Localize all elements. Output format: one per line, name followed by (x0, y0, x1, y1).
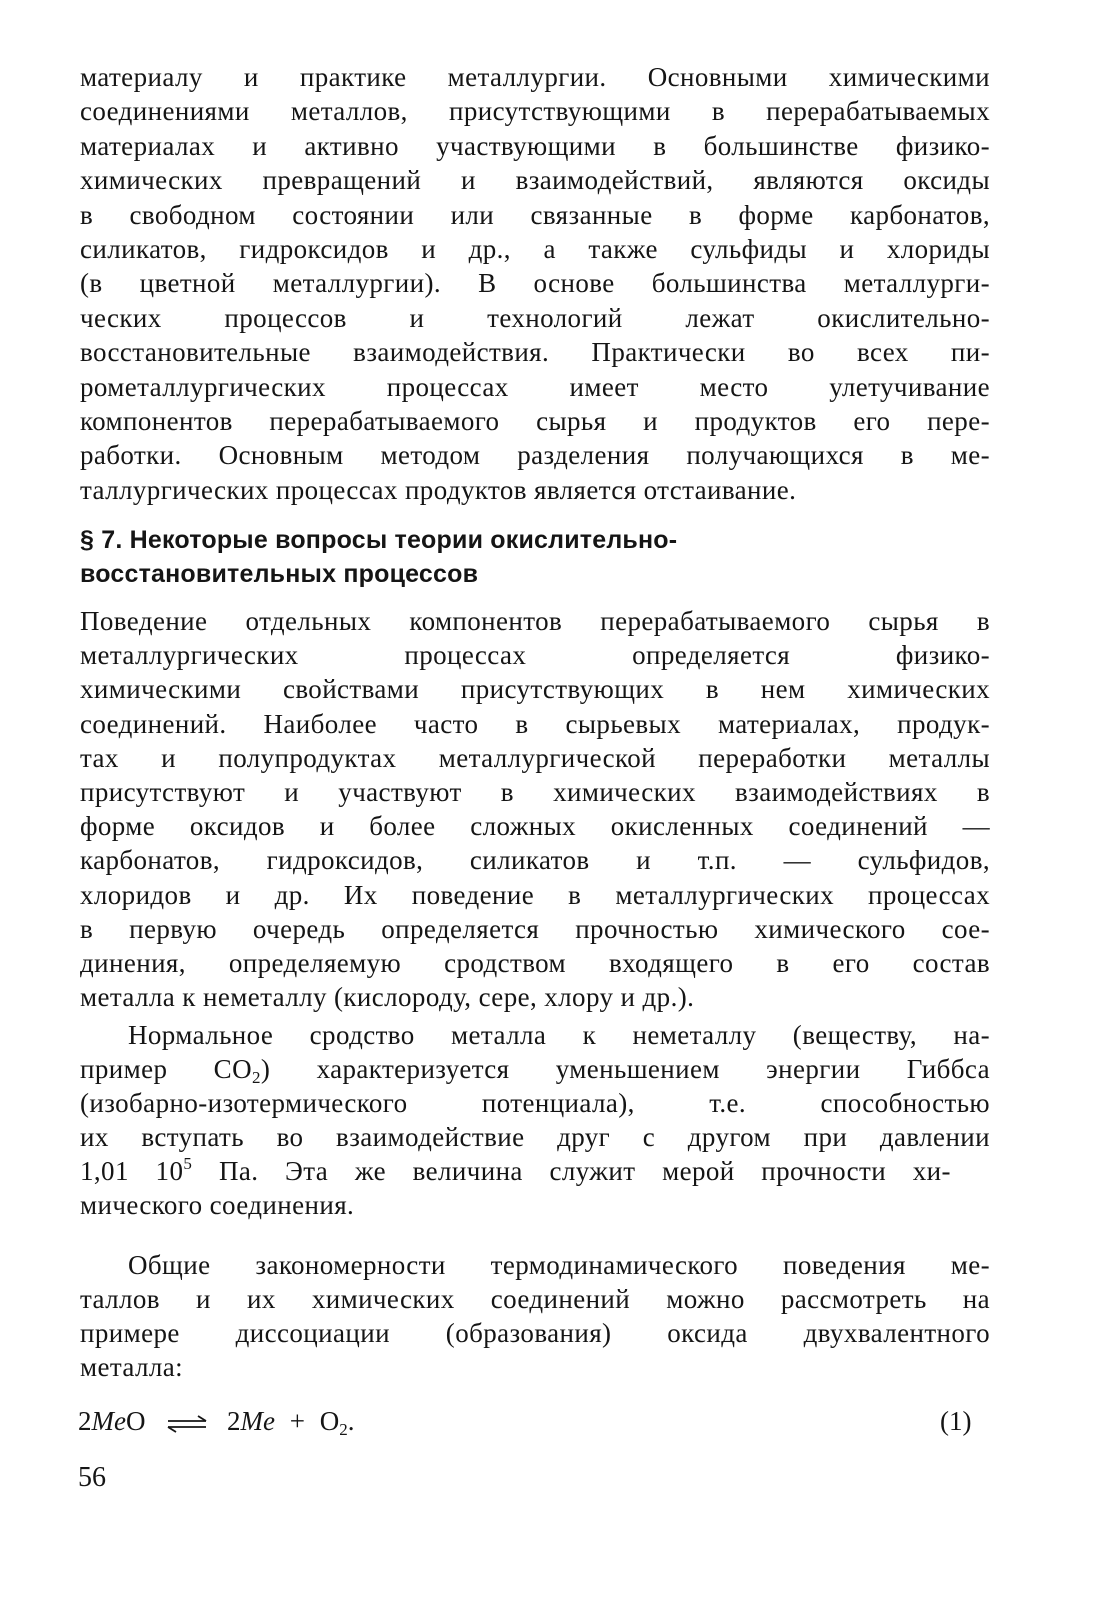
equation: 2MeO $2Me + O_2$. (78, 1406, 355, 1439)
equation-number: (1) (940, 1406, 972, 1436)
page-number: 56 (78, 1462, 106, 1493)
book-page: материалу и практике металлургии. Основными химическими соединениями металлов, присутствующими в перерабатываемых материалах и активно участвующими в большинстве физико- химических превращений и взаимодействий, являются оксиды в свободном состоянии или связанные в форме карбонатов, силикатов, гидроксидов и др., а также сульфиды и хлориды (в цветной металлургии). В основе большинства металлурги- ческих процессов и технологий лежат окислительно- восстановительные взаимодействия. Практически во всех пи- рометаллургических процессах имеет место улетучивание компонентов перерабатываемого сырья и продуктов его пере- работки. Основным методом разделения получающихся в ме- таллургических процессах продуктов является отстаивание. § 7. Некоторые вопросы теории окислительно- восстановительных процессов Поведение отдельных компонентов перерабатываемого сырья в металлургических процессах определяется физико- химическими свойствами присутствующих в нем химических соединений. Наиболее часто в сырьевых материалах, продук- тах и полупродуктах металлургической переработки металлы присутствуют и участвуют в химических взаимодействиях в форме оксидов и более сложных окисленных соединений — карбонатов, гидроксидов, силикатов и т.п. — сульфидов, хлоридов и др. Их поведение в металлургических процессах в первую очередь определяется прочностью химического сое- динения, определяемую сродством входящего в его состав металла к неметаллу (кислороду, сере, хлору и др.). Нормальное сродство металла к неметаллу (веществу, на- пример $CO_2$) характеризуется уменьшением энергии Гиббса (изобарно-изотермического потенциала), т.е. способностью их вступать во взаимодействие друг с другом при давлении 1,01 $10^5$ Па. Эта же величина служит мерой прочности хи- мического соединения. Общие закономерности термодинамического поведения ме- таллов и их химических соединений можно рассмотреть на примере диссоциации (образования) оксида двухвалентного металла: (80, 62, 990, 1382)
equilibrium-arrows-icon (164, 1414, 210, 1434)
